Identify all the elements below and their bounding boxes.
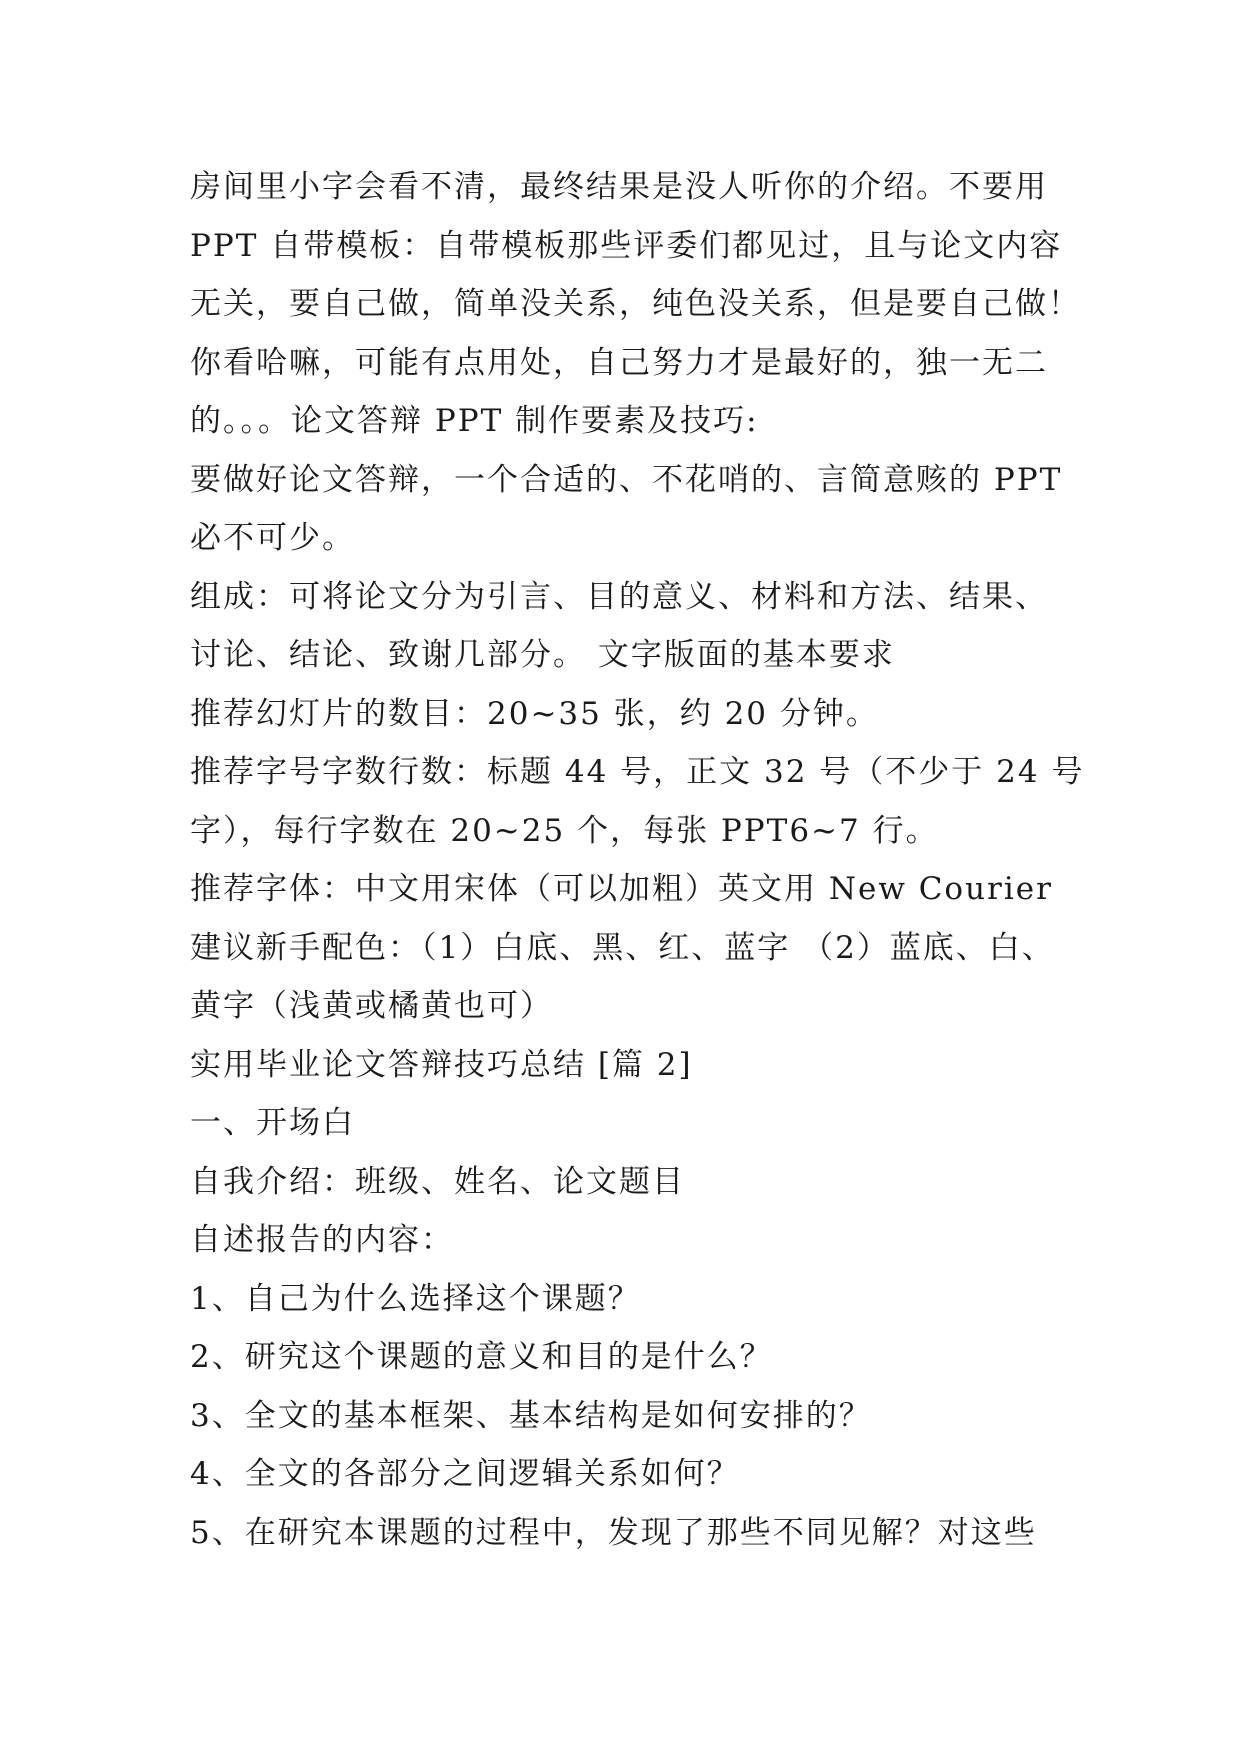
text-line: 要做好论文答辩，一个合适的、不花哨的、言简意赅的 PPT — [190, 461, 1063, 498]
text-line: 自述报告的内容： — [190, 1222, 454, 1258]
list-item: 4、全文的各部分之间逻辑关系如何？ — [190, 1456, 740, 1492]
text-line: 建议新手配色：（1）白底、黑、红、蓝字 （2）蓝底、白、 — [190, 929, 1055, 966]
text-line: 你看哈嘛，可能有点用处，自己努力才是最好的，独一无二 — [190, 344, 1048, 381]
list-item: 5、在研究本课题的过程中，发现了那些不同见解？对这些 — [190, 1514, 1037, 1551]
text-line: 推荐字体：中文用宋体（可以加粗）英文用 New Courier — [190, 871, 1053, 907]
text-line: 黄字（浅黄或橘黄也可） — [190, 988, 553, 1024]
list-item: 1、自己为什么选择这个课题？ — [190, 1280, 641, 1317]
section-heading: 实用毕业论文答辩技巧总结 [篇 2] — [190, 1046, 693, 1083]
document-body — [190, 158, 1090, 1562]
list-item: 2、研究这个课题的意义和目的是什么？ — [190, 1339, 773, 1375]
text-line: PPT 自带模板：自带模板那些评委们都见过，且与论文内容 — [190, 227, 1063, 264]
text-line: 房间里小字会看不清，最终结果是没人听你的介绍。不要用 — [190, 169, 1048, 205]
text-line: 自我介绍：班级、姓名、论文题目 — [190, 1163, 685, 1200]
list-item: 3、全文的基本框架、基本结构是如何安排的？ — [190, 1397, 872, 1434]
text-line: 讨论、结论、致谢几部分。 文字版面的基本要求 — [190, 637, 895, 673]
text-line: 必不可少。 — [190, 520, 355, 556]
text-line: 字），每行字数在 20~25 个，每张 PPT6~7 行。 — [190, 812, 939, 849]
text-line: 推荐幻灯片的数目：20~35 张，约 20 分钟。 — [190, 695, 879, 732]
text-line: 的。。。论文答辩 PPT 制作要素及技巧: — [190, 403, 759, 439]
text-line: 推荐字号字数行数：标题 44 号，正文 32 号（不少于 24 号 — [190, 754, 1085, 790]
text-line: 组成：可将论文分为引言、目的意义、材料和方法、结果、 — [190, 578, 1048, 615]
text-line: 无关，要自己做，简单没关系，纯色没关系，但是要自己做！ — [190, 286, 1081, 322]
subheading: 一、开场白 — [190, 1105, 355, 1141]
